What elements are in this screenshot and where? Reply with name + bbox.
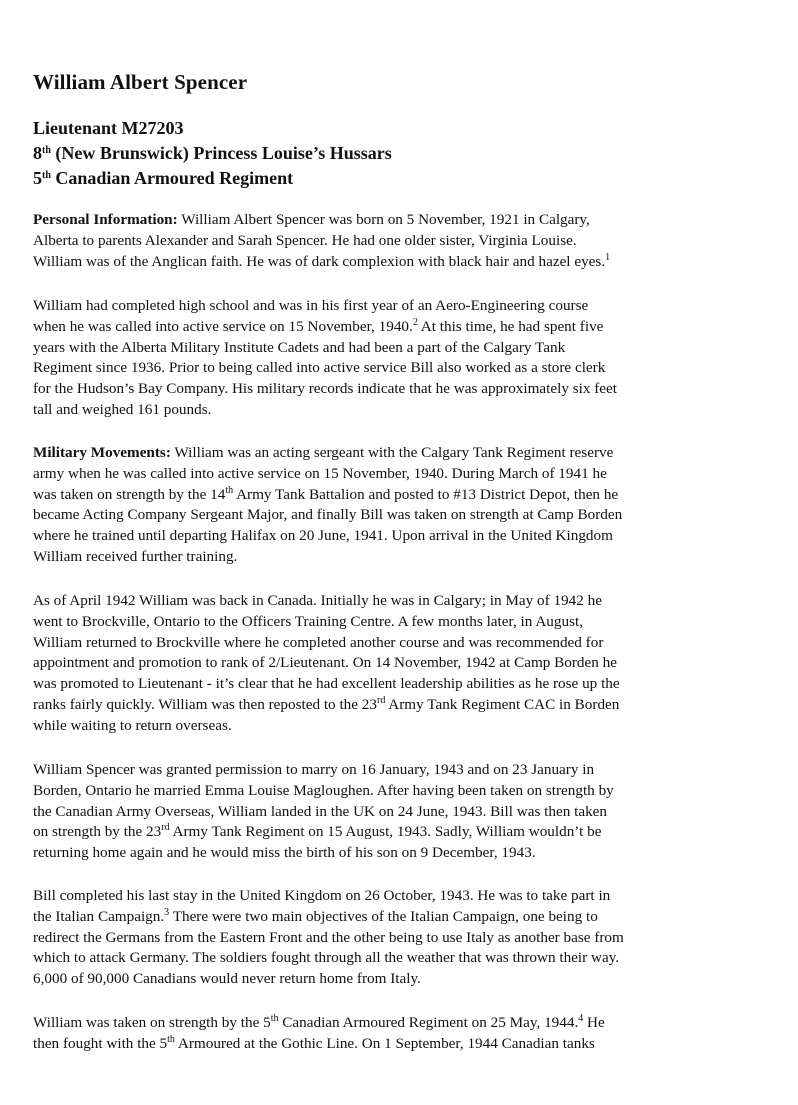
paragraph-gothic-line: William was taken on strength by the 5th Canadian Armoured Regiment on 25 May, 1944.$^4$ He then fought with the 5th Armoured at the Gothic Line. On 1 September, 1944 Canadian tanks: [33, 1013, 605, 1052]
paragraph-italian-campaign: Bill completed his last stay in the United Kingdom on 26 October, 1943. He was to take part in the Italian Campaign.$^3$ There were two main objectives of the Italian Campaign, one being to redirect the Germans from the Eastern Front and the other being to use Italy as another base from which to attack Germany. The soldiers fought through all the weather that was thrown their way. 6,000 of 90,000 Canadians would never return home from Italy.: [33, 887, 624, 988]
unit-line-2: 5th Canadian Armoured Regiment: [33, 168, 294, 188]
footnote-ref: 4: [578, 1013, 584, 1024]
footnote-ref: 1: [605, 251, 611, 263]
paragraph-return-to-canada: As of April 1942 William was back in Canada. Initially he was in Calgary; in May of 1942 he went to Brockville, Ontario to the Officers Training Centre. A few months later, in August, William returned to Brockville where he completed another course and was recommended for appointment and promotion to rank of 2/Lieutenant. On 14 November, 1942 at Camp Borden he was promoted to Lieutenant - it’s clear that he had excellent leadership abilities as he rose up the ranks fairly quickly. William was then reposted to the 23rd Army Tank Regiment CAC in Borden while waiting to return overseas.: [33, 592, 620, 734]
paragraph-education: William had completed high school and was in his first year of an Aero-Engineering course when he was called into active service on 15 November, 1940.$^2$ At this time, he had spent five years with the Alberta Military Institute Cadets and had been a part of the Calgary Tank Regiment since 1936. Prior to being called into active service Bill also worked as a store clerk for the Hudson’s Bay Company. His military records indicate that he was approximately six feet tall and weighed 161 pounds.: [33, 297, 618, 418]
rank-line: Lieutenant M27203: [33, 118, 184, 138]
paragraph-personal-information: Personal Information: William Albert Spencer was born on 5 November, 1921 in Calgary, Alberta to parents Alexander and Sarah Spencer. He had one older sister, Virginia Louise. William was of the Anglican faith. He was of dark complexion with black hair and hazel eyes.$^1$: [33, 211, 611, 270]
section-heading: Military Movements:: [33, 444, 171, 461]
footnote-ref: 3: [164, 906, 170, 918]
page-title: William Albert Spencer: [33, 70, 248, 94]
paragraph-military-movements: Military Movements: William was an acting sergeant with the Calgary Tank Regiment reserve army when he was called into active service on 15 November, 1940. During March of 1941 he was taken on strength by the 14th Army Tank Battalion and posted to #13 District Depot, then he became Acting Company Sergeant Major, and finally Bill was taken on strength at Camp Borden where he trained until departing Halifax on 20 June, 1941. Upon arrival in the United Kingdom William received further training.: [33, 444, 623, 565]
paragraph-marriage: William Spencer was granted permission to marry on 16 January, 1943 and on 23 January in Borden, Ontario he married Emma Louise Magloughen. After having been taken on strength by the Canadian Army Overseas, William landed in the UK on 24 June, 1943. Bill was then taken on strength by the 23rd Army Tank Regiment on 15 August, 1943. Sadly, William wouldn’t be returning home again and he would miss the birth of his son on 9 December, 1943.: [33, 761, 614, 862]
section-heading: Personal Information:: [33, 211, 178, 228]
footnote-ref: 2: [412, 316, 418, 328]
service-header: [33, 116, 392, 191]
unit-line-1: 8th (New Brunswick) Princess Louise’s Hussars: [33, 143, 392, 163]
